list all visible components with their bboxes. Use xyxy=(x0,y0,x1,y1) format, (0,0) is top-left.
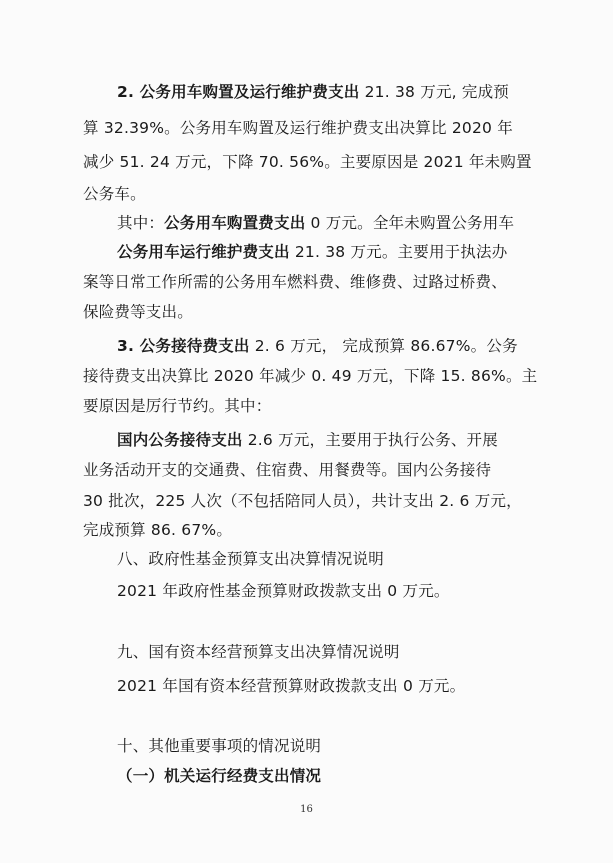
section10-title: 十、其他重要事项的情况说明 xyxy=(117,737,322,755)
page-number: 16 xyxy=(300,804,313,815)
section2-line1 xyxy=(117,82,509,102)
section9-body: 2021 年国有资本经营预算财政拨款支出 0 万元。 xyxy=(117,677,466,695)
domestic-line4: 完成预算 86. 67%。 xyxy=(83,521,233,539)
section8-title: 八、政府性基金预算支出决算情况说明 xyxy=(117,550,384,568)
maintenance-line1 xyxy=(117,242,507,262)
section3-line2: 接待费支出决算比 2020 年减少 0. 49 万元，下降 15. 86%。主 xyxy=(83,367,538,385)
section8-body: 2021 年政府性基金预算财政拨款支出 0 万元。 xyxy=(117,582,450,600)
domestic-label: 国内公务接待支出 xyxy=(117,431,243,449)
section2-line1-text: 21. 38 万元, 完成预 xyxy=(359,83,509,101)
section9-title: 九、国有资本经营预算支出决算情况说明 xyxy=(117,643,400,661)
purchase-label: 公务用车购置费支出 xyxy=(164,214,306,232)
maintenance-label: 公务用车运行维护费支出 xyxy=(117,243,290,261)
maintenance-line2: 案等日常工作所需的公务用车燃料费、维修费、过路过桥费、 xyxy=(83,273,507,291)
section3-line3: 要原因是厉行节约。其中： xyxy=(83,397,272,415)
section2-line3: 减少 51. 24 万元，下降 70. 56%。主要原因是 2021 年未购置 xyxy=(83,153,532,171)
purchase-line xyxy=(117,213,514,233)
section3-heading: 3. 公务接待费支出 xyxy=(117,337,250,355)
purchase-text: 0 万元。全年未购置公务用车 xyxy=(305,214,515,232)
section3-line1-text: 2. 6 万元， 完成预算 86.67%。公务 xyxy=(249,337,518,355)
section2-line2: 算 32.39%。公务用车购置及运行维护费支出决算比 2020 年 xyxy=(83,119,513,137)
maintenance-line3: 保险费等支出。 xyxy=(83,303,193,321)
domestic-line1-text: 2.6 万元，主要用于执行公务、开展 xyxy=(242,431,498,449)
section2-heading: 2. 公务用车购置及运行维护费支出 xyxy=(117,83,360,101)
section3-line1 xyxy=(117,336,518,356)
domestic-line1 xyxy=(117,430,498,450)
section10-subheading: （一）机关运行经费支出情况 xyxy=(117,767,322,785)
domestic-line2: 业务活动开支的交通费、住宿费、用餐费等。国内公务接待 xyxy=(83,461,492,479)
domestic-line3: 30 批次，225 人次（不包括陪同人员），共计支出 2. 6 万元， xyxy=(83,492,522,510)
maintenance-line1-text: 21. 38 万元。主要用于执法办 xyxy=(289,243,508,261)
section2-line4: 公务车。 xyxy=(83,185,146,203)
purchase-prefix: 其中： xyxy=(117,214,165,232)
